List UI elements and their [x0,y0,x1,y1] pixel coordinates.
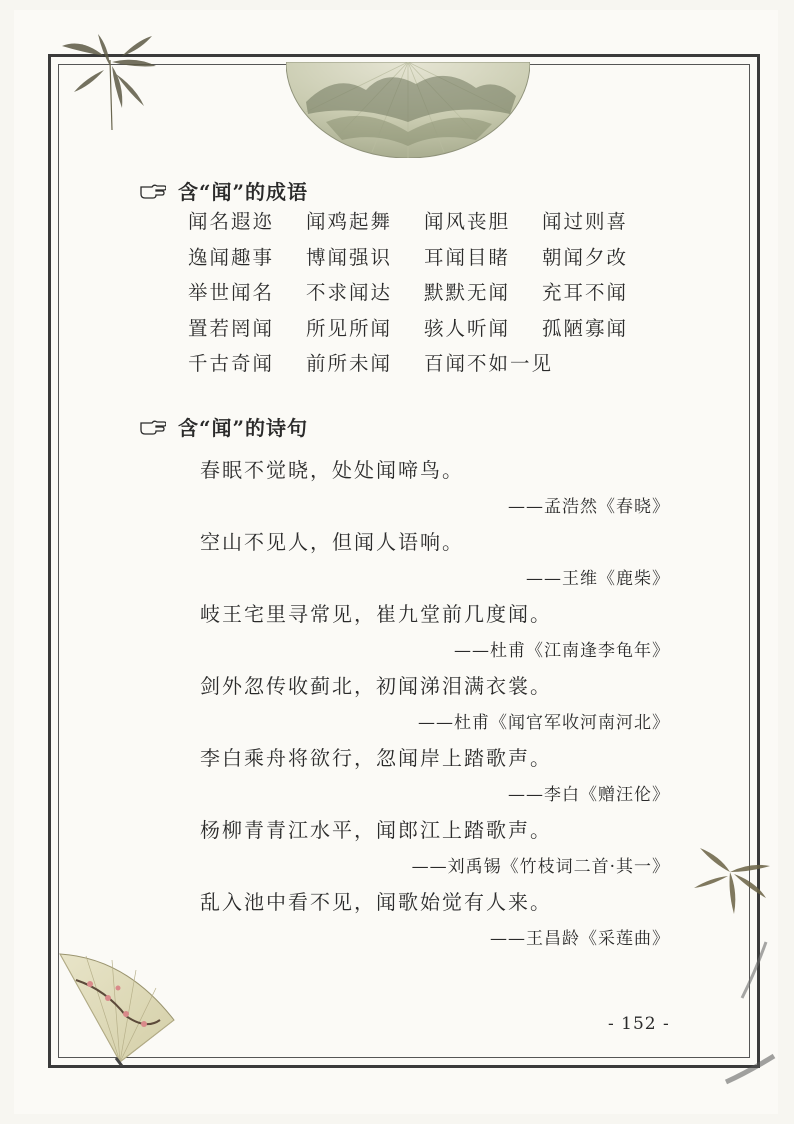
poem-line: 杨柳青青江水平，闻郎江上踏歌声。 [200,818,552,842]
bamboo-leaves-icon [736,940,774,1000]
poem-line: 剑外忽传收蓟北，初闻涕泪满衣裳。 [200,674,552,698]
poem-source: ——李白《赠汪伦》 [508,785,670,805]
list-item: 闻名遐迩 [188,210,275,233]
list-item: 充耳不闻 [542,281,629,304]
poem-source: ——王昌龄《采莲曲》 [490,929,670,949]
list-item: 默默无闻 [424,281,511,304]
poem-source: ——杜甫《江南逢李龟年》 [454,641,670,661]
list-item: 百闻不如一见 [424,352,554,375]
idiom-list [188,206,658,384]
list-item: 闻风丧胆 [424,210,511,233]
list-item: 千古奇闻 [188,352,275,375]
page-number: - 152 - [608,1014,670,1034]
bamboo-leaves-icon [52,26,168,136]
poem-source: ——王维《鹿柴》 [526,569,670,589]
poems-heading-text: 含“闻”的诗句 [178,416,309,440]
list-item: 所见所闻 [306,316,393,340]
poem-line: 李白乘舟将欲行，忽闻岸上踏歌声。 [200,746,552,770]
list-item: 骇人听闻 [424,316,511,340]
poem-line: 乱入池中看不见，闻歌始觉有人来。 [200,890,552,914]
list-item: 闻鸡起舞 [306,210,393,233]
list-item: 闻过则喜 [542,210,629,233]
pointing-hand-icon [140,419,166,435]
list-item: 孤陋寡闻 [542,316,629,340]
poem-line: 岐王宅里寻常见，崔九堂前几度闻。 [200,602,552,626]
idioms-heading [140,176,308,205]
list-item: 耳闻目睹 [424,245,511,269]
list-item: 逸闻趣事 [188,245,275,269]
list-item: 置若罔闻 [188,316,275,340]
poem-line: 空山不见人，但闻人语响。 [200,530,464,554]
bamboo-leaves-icon [722,1048,778,1088]
poem-source: ——孟浩然《春晓》 [508,497,670,517]
poem-source: ——刘禹锡《竹枝词二首·其一》 [411,857,670,877]
poems-heading [140,412,308,441]
landscape-fan-icon [286,62,530,158]
bamboo-leaves-icon [690,838,774,922]
poem-line: 春眠不觉晓，处处闻啼鸟。 [200,458,464,482]
pointing-hand-icon [140,183,166,199]
list-item: 朝闻夕改 [542,245,629,269]
plum-blossom-fan-icon [56,950,184,1068]
idioms-heading-text: 含“闻”的成语 [178,180,309,204]
poem-source: ——杜甫《闻官军收河南河北》 [418,713,670,733]
list-item: 不求闻达 [306,281,393,304]
list-item: 前所未闻 [306,352,393,375]
list-item: 举世闻名 [188,281,275,304]
list-item: 博闻强识 [306,245,393,269]
